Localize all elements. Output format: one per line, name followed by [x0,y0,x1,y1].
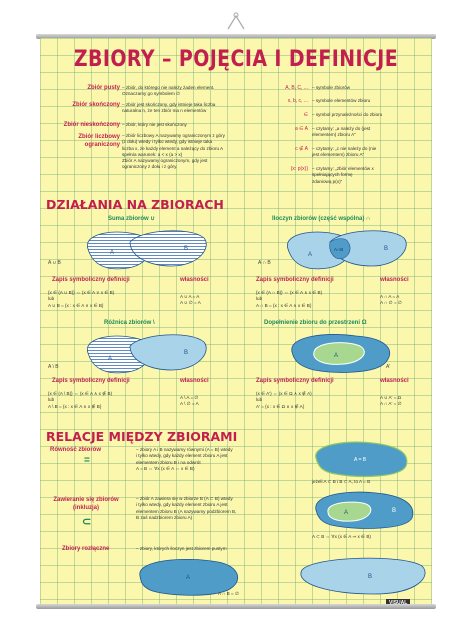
svg-text:A∩B: A∩B [334,247,344,252]
difference-caption: A \ B [48,364,59,370]
difference-definition: {x ∈ (A \ B)} ⇔ (x ∈ A ∧ x ∉ B) lub A \ B = {x : x ∈ A ∧ x ∉ B} [48,391,113,409]
term-bounded-set: Zbiór liczbowy ograniczony [78,134,120,148]
symbol-membership-desc: – symbol przynależności do zbioru [312,112,383,117]
difference-def-header: Zapis symboliczny definicji [52,378,130,384]
svg-text:A: A [186,575,191,581]
svg-text:A: A [308,252,313,258]
disjoint-diagram [134,554,432,598]
complement-diagram [286,330,398,376]
complement-title: Dopełnienie zbioru do przestrzeni Ω [264,320,367,326]
poster-title: ZBIORY – POJĘCIA I DEFINICJE [73,47,399,72]
def-infinite-set: – zbiór, który nie jest skończony [122,122,187,127]
symbol-a-in-A: a ∈ A [295,126,308,132]
svg-text:A: A [334,353,339,359]
hanger-hook [226,10,246,30]
union-diagram [80,224,210,274]
intersection-title: Iloczyn zbiorów (część wspólna) ∩ [272,216,371,222]
equality-symbol: = [84,455,90,466]
symbol-elements: x, b, c, ... [287,98,308,104]
intersection-caption: A ∩ B [258,260,271,266]
intersection-properties: A ∩ A = A A ∩ ∅ = ∅ [380,294,402,306]
intersection-def-header: Zapis symboliczny definicji [256,277,334,283]
symbol-sets-desc: – symbole zbiorów [312,85,351,90]
symbol-membership: ∈ [303,112,308,118]
svg-text:B: B [184,350,189,356]
publisher-logo: VISUAL [386,599,410,604]
complement-def-header: Zapis symboliczny definicji [256,378,334,384]
def-finite-set: – zbiór jest skończony, gdy istnieje taka liczba naturalna n, że ten zbiór ma n elementów [122,102,216,114]
union-definition: {x ∈ (A ∪ B)} ⇔ (x ∈ A ∨ x ∈ B) lub A ∪ B = {x : x ∈ A ∨ x ∈ B} [48,290,115,308]
svg-text:B: B [392,508,397,514]
svg-text:B: B [184,246,189,252]
inclusion-caption: A ⊂ B ⇔ ∀x (x ∈ A ⇒ x ∈ B) [312,534,371,539]
union-caption: A ∪ B [48,260,61,266]
equality-diagram [310,440,414,478]
symbol-a-in-A-desc: – czytamy: „a należy do (jest elementem) zbioru A" [312,126,371,138]
complement-properties: A ∪ A' = Ω A ∩ A' = ∅ [380,395,402,407]
svg-text:B: B [368,574,373,580]
difference-prop-header: własności [180,378,209,384]
difference-title: Różnica zbiorów \ [104,320,155,326]
complement-prop-header: własności [380,378,409,384]
intersection-prop-header: własności [380,277,409,283]
union-title: Suma zbiorów ∪ [108,216,155,222]
inclusion-definition: – zbiór A zawiera się w zbiorze B (A ⊂ B) wtedy i tylko wtedy, gdy każdy element zbioru A jest elementem zbioru B (A nazywamy podzbiorem B, B zaś nadzbiorem zbioru A) [136,496,237,520]
inclusion-symbol: ⊂ [82,516,92,528]
poster [40,38,432,604]
disjoint-caption: A ∩ B = ∅ [218,591,239,596]
equality-definition: – zbiory A i B nazywamy równymi (A = B) wtedy i tylko wtedy, gdy każdy element zbioru A jest elementem zbioru B i na odwrót A = B ⇔ ∀x (x ∈ A ⇔ x ∈ B) [136,447,233,471]
union-def-header: Zapis symboliczny definicji [52,277,130,283]
symbol-c-notin-A: c ∉ A [295,146,308,152]
term-finite-set: Zbiór skończony [72,102,120,108]
disjoint-term: Zbiory rozłączne [62,546,110,552]
def-empty-set: – zbiór, do którego nie należy żaden element. Oznaczamy go symbolem ∅ [122,85,215,97]
def-bounded-set: – zbiór liczbowy A nazywamy ograniczonym z góry (z dołu) wtedy i tylko wtedy, gdy istnieje taka liczba x, że każdy element a należący do zbioru A spełnia warunek: a < x (a > x) Zbiór A nazywamy ograniczonym, gdy jest ograniczony z dołu i z góry. [122,133,225,170]
difference-properties: A \ A = ∅ A \ ∅ = A [180,395,199,407]
symbol-set-builder-desc: – czytamy: „zbiór elementów x spełniających formę zdaniową p(x)" [312,166,374,184]
operations-heading: DZIAŁANIA NA ZBIORACH [46,197,224,212]
symbol-set-builder: {x: p(x)} [290,166,308,172]
union-prop-header: własności [180,277,209,283]
inclusion-term: Zawieranie się zbiorów (inkluzja) [53,497,119,511]
difference-diagram [80,328,210,378]
svg-text:A: A [344,510,349,516]
svg-text:A: A [110,250,115,256]
symbol-sets: A, B, C, ... [285,85,308,91]
svg-text:B: B [384,246,389,252]
relations-heading: RELACJE MIĘDZY ZBIORAMI [46,429,238,444]
union-properties: A ∪ A = A A ∪ ∅ = A [180,294,201,306]
intersection-definition: {x ∈ (A ∩ B)} ⇔ (x ∈ A ∧ x ∈ B) lub A ∩ B = {x : x ∈ A ∧ x ∈ B} [256,290,323,308]
symbol-c-notin-A-desc: – czytamy: „c nie należy do (nie jest elementem) zbioru A" [312,146,377,158]
equality-term: Równość zbiorów [50,447,101,453]
symbol-elements-desc: – symbole elementów zbioru [312,98,371,103]
svg-text:A = B: A = B [354,457,367,463]
bottom-rod [36,604,436,609]
intersection-diagram [280,224,410,274]
complement-caption: A' [386,364,391,370]
inclusion-note: jeżeli A ⊂ B i B ⊂ A, to A = B [312,479,371,484]
disjoint-definition: – zbiory, których iloczyn jest zbiorem pustym [136,546,227,551]
svg-text:A: A [108,356,113,362]
inclusion-diagram [310,490,420,532]
term-infinite-set: Zbiór nieskończony [63,122,120,128]
complement-definition: (x ∈ A') ⇔ (x ∈ Ω ∧ x ∉ A) lub A' = {x : x ∈ Ω ∧ x ∉ A} [256,391,312,409]
term-empty-set: Zbiór pusty [87,85,120,91]
